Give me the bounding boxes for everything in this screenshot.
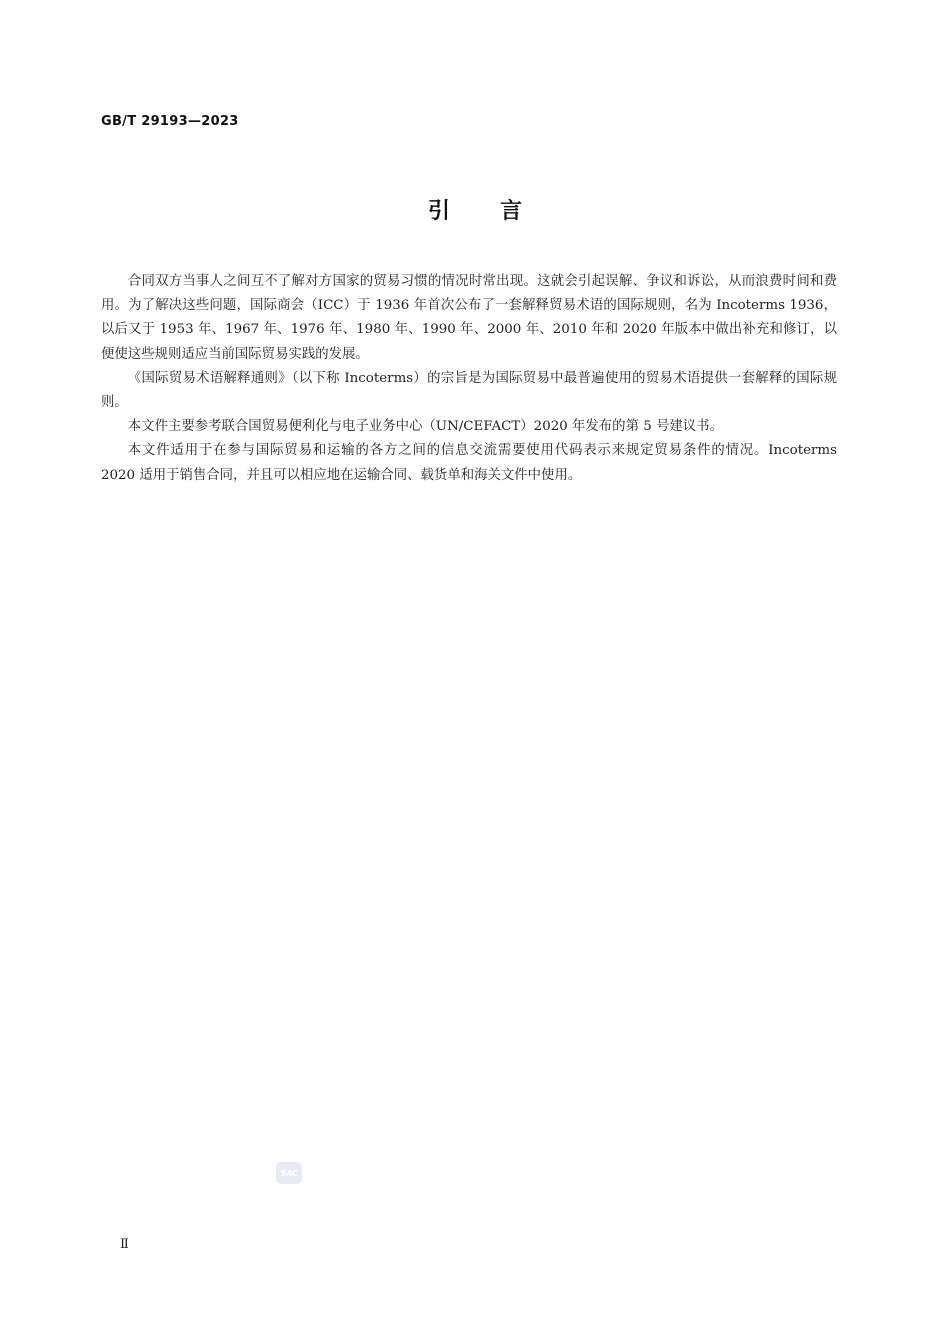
paragraph-1: 合同双方当事人之间互不了解对方国家的贸易习惯的情况时常出现。这就会引起误解、争议和诉讼，从而浪费时间和费用。为了解决这些问题，国际商会（ICC）于 1936 年首次公布了一套解释贸易术语的国际规则，名为 Incoterms 1936，以后又于 1953 年、1967 年、1976 年、1980 年、1990 年、2000 年、2010 年和 2020 年版本中做出补充和修订，以便使这些规则适应当前国际贸易实践的发展。	[101, 274, 837, 362]
introduction-body	[101, 270, 837, 488]
paragraph-2: 《国际贸易术语解释通则》（以下称 Incoterms）的宗旨是为国际贸易中最普遍使用的贸易术语提供一套解释的国际规则。	[101, 370, 837, 411]
page-number: Ⅱ	[120, 1237, 129, 1252]
sac-watermark-logo: SAC	[276, 1162, 302, 1184]
page-title: 引言	[427, 199, 572, 224]
paragraph-3: 本文件主要参考联合国贸易便利化与电子业务中心（UN/CEFACT）2020 年发布的第 5 号建议书。	[127, 419, 723, 435]
paragraph-4: 本文件适用于在参与国际贸易和运输的各方之间的信息交流需要使用代码表示来规定贸易条件的情况。Incoterms 2020 适用于销售合同，并且可以相应地在运输合同、载货单和海关文件中使用。	[101, 443, 837, 483]
standard-code: GB/T 29193—2023	[101, 114, 239, 129]
